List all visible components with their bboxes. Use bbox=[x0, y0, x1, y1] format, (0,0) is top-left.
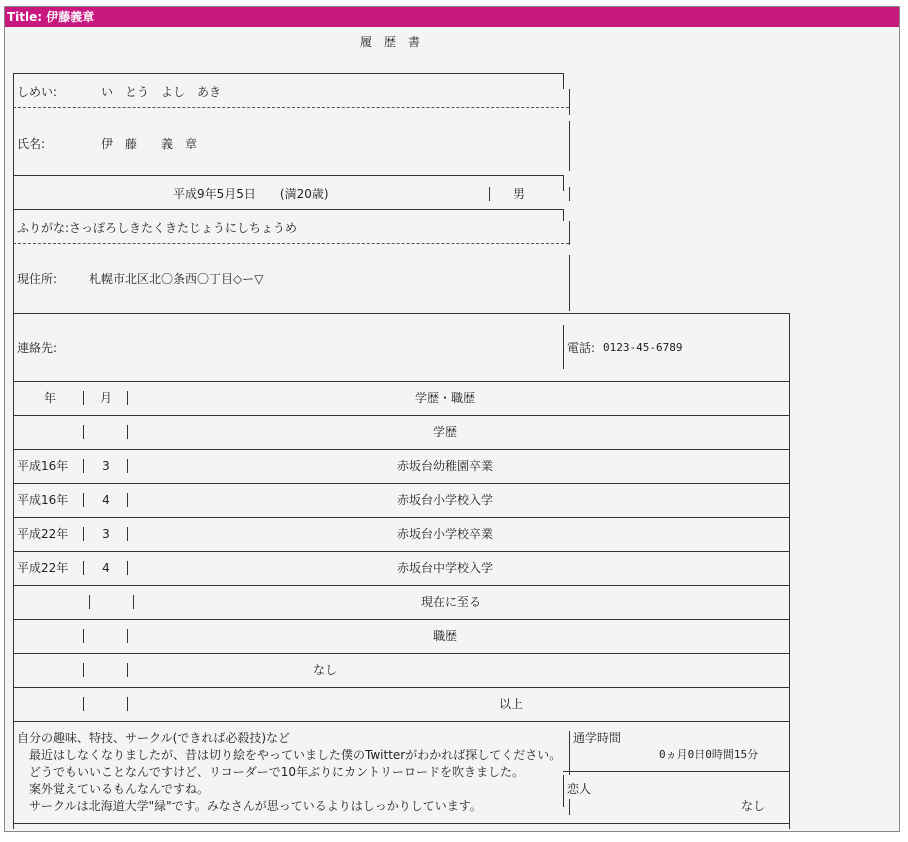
hobby-line: サークルは北海道大学"緑"です。みなさんが思っているよりはしっかりしています。 bbox=[29, 799, 482, 813]
divider bbox=[13, 415, 789, 416]
hobby-line: 案外覚えているもんなんですね。 bbox=[29, 782, 210, 796]
column-divider bbox=[489, 187, 490, 201]
phone-value: 0123-45-6789 bbox=[603, 341, 683, 354]
history-year: 平成16年 bbox=[17, 459, 69, 473]
column-divider bbox=[83, 663, 84, 677]
divider bbox=[13, 721, 789, 722]
history-item: 赤坂台小学校入学 bbox=[396, 493, 493, 507]
hobby-label: 自分の趣味、特技、サークル(できれば必殺技)など bbox=[17, 731, 291, 745]
commute-label: 通学時間 bbox=[573, 731, 622, 745]
column-divider bbox=[127, 425, 128, 439]
column-divider bbox=[83, 527, 84, 541]
column-divider bbox=[89, 595, 90, 609]
history-year: 平成16年 bbox=[17, 493, 69, 507]
right-border bbox=[569, 255, 570, 311]
column-divider bbox=[127, 561, 128, 575]
left-border bbox=[13, 313, 14, 829]
history-item: 以上 bbox=[499, 697, 524, 711]
history-item: 現在に至る bbox=[420, 595, 481, 609]
birth-date: 平成9年5月5日 (満20歳) bbox=[173, 187, 329, 201]
address-kana: ふりがな:さっぽろしきたくきたじょうにしちょうめ bbox=[17, 221, 298, 235]
resume-document bbox=[5, 27, 899, 831]
column-divider bbox=[127, 629, 128, 643]
divider bbox=[13, 551, 789, 552]
right-border bbox=[563, 73, 564, 89]
divider bbox=[13, 313, 789, 314]
right-border bbox=[563, 209, 564, 221]
column-divider bbox=[83, 459, 84, 473]
commute-value: 0ヵ月0日0時間15分 bbox=[659, 748, 759, 761]
right-border bbox=[569, 221, 570, 245]
column-divider bbox=[563, 775, 564, 807]
history-item: 職歴 bbox=[432, 629, 457, 643]
dashed-divider bbox=[13, 107, 569, 108]
column-divider bbox=[127, 527, 128, 541]
left-border bbox=[13, 73, 14, 317]
history-header-year: 年 bbox=[43, 391, 56, 405]
column-divider bbox=[127, 391, 128, 405]
column-divider bbox=[127, 493, 128, 507]
history-year: 平成22年 bbox=[17, 527, 69, 541]
right-border bbox=[569, 121, 570, 171]
kana-label: しめい: bbox=[17, 85, 58, 99]
history-month: 4 bbox=[102, 493, 110, 507]
name-value: 伊 藤 義 章 bbox=[101, 137, 198, 151]
right-border bbox=[569, 89, 570, 115]
right-border bbox=[563, 175, 564, 191]
divider bbox=[13, 483, 789, 484]
right-border bbox=[569, 187, 570, 201]
divider bbox=[13, 619, 789, 620]
column-divider bbox=[127, 663, 128, 677]
history-item: 学歴 bbox=[432, 425, 457, 439]
history-month: 3 bbox=[102, 459, 110, 473]
right-border bbox=[789, 313, 790, 829]
divider bbox=[13, 73, 563, 74]
name-label: 氏名: bbox=[17, 137, 46, 151]
column-divider bbox=[83, 493, 84, 507]
column-divider bbox=[563, 325, 564, 369]
phone-label: 電話: bbox=[567, 341, 596, 355]
resume-window bbox=[4, 6, 900, 832]
gender-value: 男 bbox=[513, 187, 526, 201]
column-divider bbox=[83, 425, 84, 439]
divider bbox=[13, 823, 789, 824]
column-divider bbox=[127, 459, 128, 473]
divider bbox=[13, 381, 789, 382]
history-item: 赤坂台小学校卒業 bbox=[396, 527, 493, 541]
history-month: 3 bbox=[102, 527, 110, 541]
divider bbox=[13, 209, 563, 210]
divider bbox=[13, 653, 789, 654]
history-header-month: 月 bbox=[99, 391, 112, 405]
column-divider bbox=[133, 595, 134, 609]
column-divider bbox=[83, 561, 84, 575]
address-label: 現住所: bbox=[17, 272, 58, 286]
divider bbox=[13, 585, 789, 586]
divider bbox=[563, 771, 789, 772]
column-divider bbox=[83, 391, 84, 405]
hobby-line: どうでもいいことなんですけど、リコーダーで10年ぶりにカントリーロードを吹きました。 bbox=[29, 765, 525, 779]
divider bbox=[13, 517, 789, 518]
divider bbox=[13, 687, 789, 688]
window-title: Title: 伊藤義章 bbox=[5, 7, 899, 27]
partner-value: なし bbox=[741, 799, 766, 813]
history-header-item: 学歴・職歴 bbox=[414, 391, 475, 405]
column-divider bbox=[127, 697, 128, 711]
dashed-divider bbox=[13, 243, 569, 244]
column-divider bbox=[83, 697, 84, 711]
divider bbox=[13, 175, 563, 176]
column-divider bbox=[569, 731, 570, 775]
history-item: 赤坂台幼稚園卒業 bbox=[396, 459, 493, 473]
column-divider bbox=[569, 799, 570, 815]
history-item: 赤坂台中学校入学 bbox=[396, 561, 493, 575]
contact-label: 連絡先: bbox=[17, 341, 58, 355]
partner-label: 恋人 bbox=[567, 782, 592, 796]
history-item: なし bbox=[313, 663, 338, 677]
kana-value: い とう よし あき bbox=[101, 85, 222, 99]
hobby-line: 最近はしなくなりましたが、昔は切り絵をやっていました僕のTwitterがわかれば探してください。 bbox=[29, 748, 562, 762]
document-heading: 履 歴 書 bbox=[359, 35, 420, 49]
column-divider bbox=[83, 629, 84, 643]
divider bbox=[13, 449, 789, 450]
history-year: 平成22年 bbox=[17, 561, 69, 575]
history-month: 4 bbox=[102, 561, 110, 575]
address-value: 札幌市北区北〇条西〇丁目◇ー▽ bbox=[89, 272, 264, 286]
